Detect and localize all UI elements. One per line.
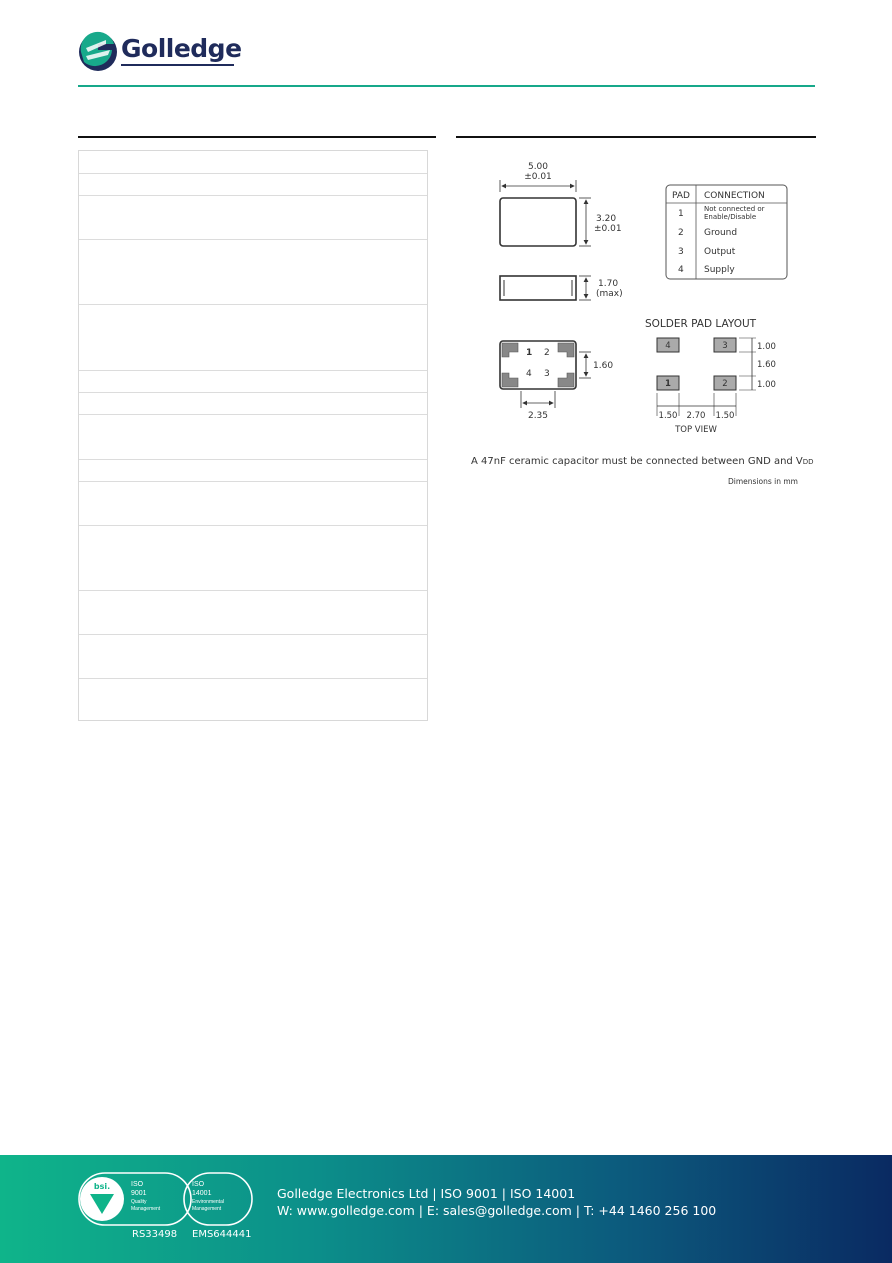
brand-name: Golledge (121, 34, 242, 63)
iso-certification-badges (78, 1172, 253, 1227)
pad-row-2-conn: Ground (704, 228, 738, 238)
solder-dim-r1: 1.00 (757, 342, 776, 352)
solder-dim-r2: 1.60 (757, 360, 776, 370)
pad-label-2: 2 (544, 348, 550, 358)
table-row (79, 392, 427, 393)
table-row (79, 239, 427, 240)
table-row (79, 525, 427, 526)
bsi-mark: bsi. (93, 1182, 111, 1191)
table-row (79, 590, 427, 591)
table-row (79, 414, 427, 415)
brand-underline (121, 64, 234, 66)
pad-table-header-connection: CONNECTION (704, 191, 765, 201)
header-divider (78, 85, 815, 87)
badge2-desc1: Environmental (192, 1199, 224, 1205)
solder-pad-layout (645, 318, 776, 435)
pad-label-3: 3 (544, 369, 550, 379)
dim-length-tol: ±0.01 (524, 172, 552, 182)
table-row (79, 678, 427, 679)
table-row (79, 195, 427, 196)
table-row (79, 481, 427, 482)
footer-contact-line: W: www.golledge.com | E: sales@golledge.com | T: +44 1460 256 100 (277, 1203, 717, 1218)
pad-connection-table (666, 185, 787, 279)
dim-width-tol: ±0.01 (594, 224, 622, 234)
figure-section-rule (456, 136, 816, 138)
pad-row-4-conn: Supply (704, 265, 735, 275)
table-row (79, 173, 427, 174)
badge1-num: 9001 (131, 1190, 147, 1197)
package-bottom-view (500, 341, 613, 421)
solder-dim-b1: 1.50 (658, 411, 678, 421)
mechanical-drawing (456, 150, 816, 490)
dim-pad-gap-v: 1.60 (593, 361, 614, 371)
spec-section-rule (78, 136, 436, 138)
dim-height-note: (max) (596, 289, 623, 299)
reg-number-qms: RS33498 (132, 1229, 178, 1240)
dim-width: 3.20 (596, 214, 617, 224)
solder-pad-2: 2 (722, 379, 728, 389)
pad-row-3-pad: 3 (678, 247, 684, 257)
pad-label-1: 1 (526, 348, 533, 358)
solder-dim-b2: 2.70 (686, 411, 706, 421)
badge2-desc2: Management (192, 1206, 222, 1212)
solder-dim-r3: 1.00 (757, 380, 776, 390)
badge1-desc1: Quality (131, 1199, 147, 1205)
package-top-view (500, 162, 622, 246)
table-row (79, 459, 427, 460)
table-row (79, 370, 427, 371)
dim-pad-gap-h: 2.35 (527, 411, 549, 421)
pad-row-1-conn-line2: Enable/Disable (704, 213, 757, 221)
dim-length: 5.00 (527, 162, 549, 172)
pad-table-header-pad: PAD (672, 191, 690, 201)
capacitor-note: A 47nF ceramic capacitor must be connected between GND and VDD (471, 456, 814, 467)
solder-pad-4: 4 (665, 341, 671, 351)
units-note: Dimensions in mm (728, 477, 798, 486)
table-row (79, 634, 427, 635)
solder-pad-3: 3 (722, 341, 728, 351)
reg-number-ems: EMS644441 (192, 1229, 252, 1240)
badge1-std: ISO (131, 1181, 144, 1188)
badge2-std: ISO (192, 1181, 205, 1188)
pad-row-1-conn-line1: Not connected or (704, 205, 765, 213)
dim-height: 1.70 (598, 279, 619, 289)
pad-row-4-pad: 4 (678, 265, 684, 275)
solder-dim-b3: 1.50 (715, 411, 735, 421)
solder-pad-1: 1 (665, 379, 671, 389)
solder-view-label: TOP VIEW (675, 425, 717, 435)
footer-company-line: Golledge Electronics Ltd | ISO 9001 | ISO 14001 (277, 1186, 576, 1201)
pad-label-4: 4 (526, 369, 532, 379)
badge2-num: 14001 (192, 1190, 212, 1197)
spec-table (78, 150, 428, 721)
badge1-desc2: Management (131, 1206, 161, 1212)
package-side-view (500, 276, 623, 300)
pad-row-3-conn: Output (704, 247, 736, 257)
pad-row-2-pad: 2 (678, 228, 684, 238)
pad-row-1-pad: 1 (678, 209, 684, 219)
solder-layout-title: SOLDER PAD LAYOUT (645, 318, 757, 330)
table-row (79, 304, 427, 305)
